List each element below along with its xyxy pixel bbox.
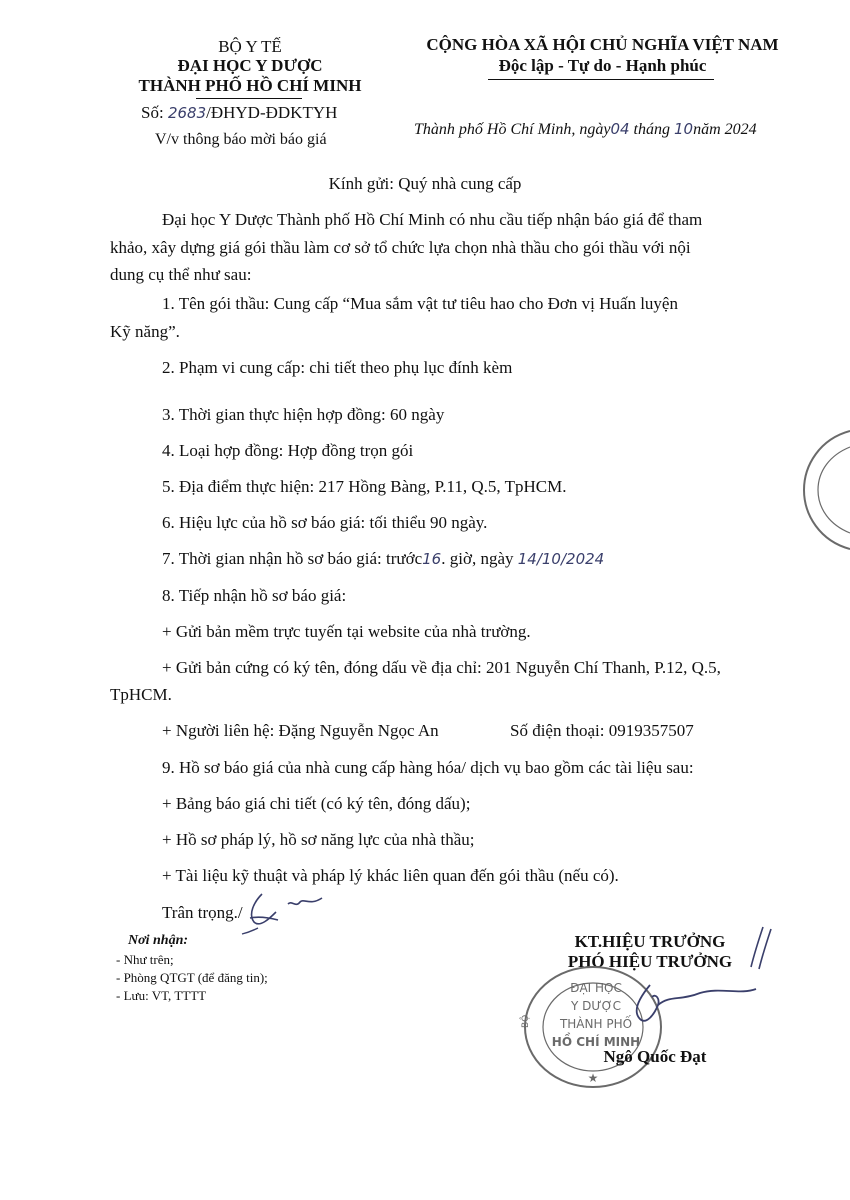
main-signature-icon <box>580 975 760 1035</box>
document-number <box>141 103 337 123</box>
intro-line-2: khảo, xây dựng giá gói thầu làm cơ sở tổ chức lựa chọn nhà thầu cho gói thầu với nội <box>110 238 691 257</box>
item-7-hour-handwritten: 16 <box>422 550 442 568</box>
document-date <box>414 120 757 139</box>
item-2: 2. Phạm vi cung cấp: chi tiết theo phụ lục đính kèm <box>162 358 513 377</box>
item-1-line-1: 1. Tên gói thầu: Cung cấp “Mua sắm vật tư tiêu hao cho Đơn vị Huấn luyện <box>162 294 678 313</box>
item-1-line-2: Kỹ năng”. <box>110 322 180 341</box>
item-7 <box>162 549 604 569</box>
seal-text-4: HỒ CHÍ MINH <box>551 1035 641 1049</box>
item-3: 3. Thời gian thực hiện hợp đồng: 60 ngày <box>162 405 445 424</box>
item-9: 9. Hồ sơ báo giá của nhà cung cấp hàng hóa/ dịch vụ bao gồm các tài liệu sau: <box>162 758 694 777</box>
university-name-line2: THÀNH PHỐ HỒ CHÍ MINH <box>138 76 362 95</box>
signer-role-2: PHÓ HIỆU TRƯỞNG <box>567 952 733 971</box>
date-day-handwritten: 04 <box>610 120 630 138</box>
approval-mark-icon <box>745 925 775 973</box>
header-underline-left <box>196 98 302 99</box>
seal-text-3: THÀNH PHỐ <box>559 1017 633 1031</box>
item-7-date-handwritten: 14/10/2024 <box>517 550 605 568</box>
recipient-2: - Phòng QTGT (để đăng tin); <box>116 970 268 985</box>
item-8-online: + Gửi bản mềm trực tuyến tại website của nhà trường. <box>162 622 531 641</box>
document-number-prefix: Số: <box>141 103 164 122</box>
item-8-phone: Số điện thoại: 0919357507 <box>510 721 694 740</box>
ministry-name: BỘ Y TẾ <box>218 37 282 56</box>
item-8-hardcopy-line-2: TpHCM. <box>110 685 172 704</box>
university-name-line1: ĐẠI HỌC Y DƯỢC <box>177 56 323 75</box>
date-month-label: tháng <box>633 121 670 138</box>
seal-text-1: ĐẠI HỌC <box>570 981 622 995</box>
date-year: năm 2024 <box>693 121 757 138</box>
greeting: Kính gửi: Quý nhà cung cấp <box>328 174 522 193</box>
intro-line-3: dung cụ thể như sau: <box>110 265 252 284</box>
header-underline-right <box>488 79 714 80</box>
document-number-handwritten: 2683 <box>167 104 207 122</box>
item-8-contact: + Người liên hệ: Đặng Nguyễn Ngọc An <box>162 721 439 740</box>
closing: Trân trọng./ <box>162 903 243 922</box>
item-6: 6. Hiệu lực của hồ sơ báo giá: tối thiểu 90 ngày. <box>162 513 488 532</box>
nation-name: CỘNG HÒA XÃ HỘI CHỦ NGHĨA VIỆT NAM <box>426 35 779 54</box>
signer-name: Ngô Quốc Đạt <box>603 1047 707 1066</box>
seal-star-icon: ★ <box>587 1071 599 1085</box>
document-subject: V/v thông báo mời báo giá <box>155 131 327 148</box>
item-4: 4. Loại hợp đồng: Hợp đồng trọn gói <box>162 441 414 460</box>
nation-motto: Độc lập - Tự do - Hạnh phúc <box>498 56 707 75</box>
seal-side-text: BỘ <box>521 1014 531 1028</box>
item-5: 5. Địa điểm thực hiện: 217 Hồng Bàng, P.11, Q.5, TpHCM. <box>162 477 567 496</box>
item-7-prefix: 7. Thời gian nhận hồ sơ báo giá: trước <box>162 549 423 568</box>
item-9-quote: + Bảng báo giá chi tiết (có ký tên, đóng dấu); <box>162 794 471 813</box>
item-9-legal: + Hồ sơ pháp lý, hồ sơ năng lực của nhà thầu; <box>162 830 475 849</box>
recipient-1: - Như trên; <box>116 952 174 967</box>
document-number-suffix: /ĐHYD-ĐDKTYH <box>206 103 338 122</box>
date-month-handwritten: 10 <box>674 120 694 138</box>
seal-text-2: Y DƯỢC <box>570 999 622 1013</box>
signer-role-1: KT.HIỆU TRƯỞNG <box>574 932 726 951</box>
recipients-title: Nơi nhận: <box>128 933 189 948</box>
item-8: 8. Tiếp nhận hồ sơ báo giá: <box>162 586 347 605</box>
item-9-technical: + Tài liệu kỹ thuật và pháp lý khác liên quan đến gói thầu (nếu có). <box>162 866 619 885</box>
date-prefix: Thành phố Hồ Chí Minh, ngày <box>414 121 611 138</box>
intro-line-1: Đại học Y Dược Thành phố Hồ Chí Minh có nhu cầu tiếp nhận báo giá để tham <box>162 210 703 229</box>
item-7-mid: . giờ, ngày <box>441 549 514 568</box>
recipient-3: - Lưu: VT, TTTT <box>116 988 207 1003</box>
partial-stamp-icon <box>800 425 850 555</box>
item-8-hardcopy-line-1: + Gửi bản cứng có ký tên, đóng dấu về địa chỉ: 201 Nguyễn Chí Thanh, P.12, Q.5, <box>162 658 721 677</box>
initial-signature-icon <box>240 888 330 938</box>
